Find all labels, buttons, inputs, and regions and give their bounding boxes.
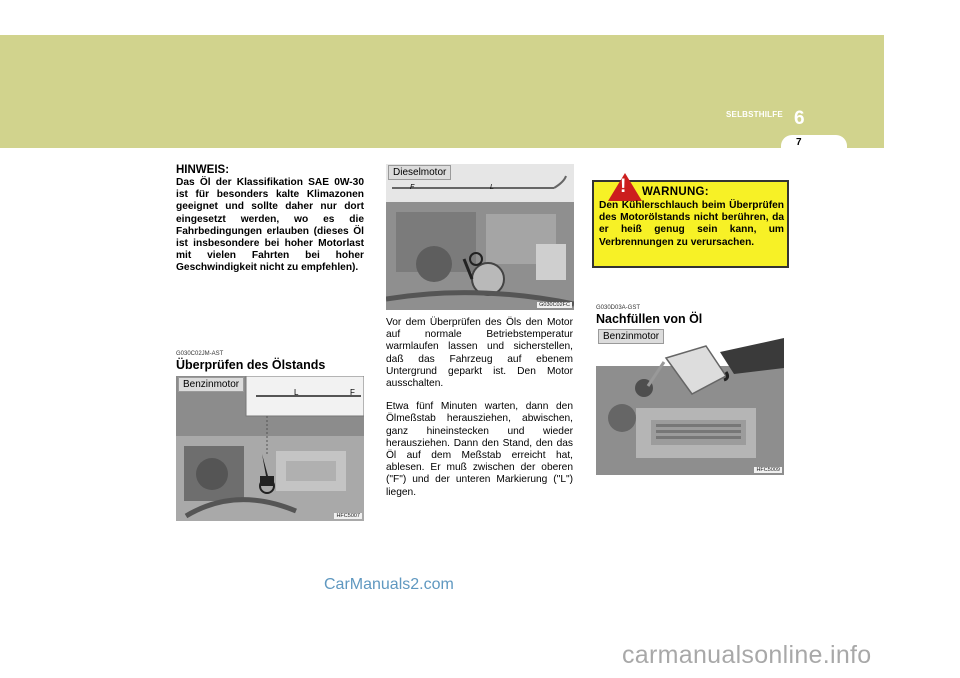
warning-text: Den Kühlerschlauch beim Überprüfen des Motorölstands nicht berühren, da er heiß genug sein kann, um Verbrennungen zu verursachen. <box>599 200 784 248</box>
figure-code: HFC5009 <box>756 467 780 473</box>
warning-exclamation: ! <box>620 176 627 197</box>
page-number: 7 <box>796 137 802 148</box>
warning-box <box>592 176 789 268</box>
dipstick-low-mark: L <box>294 388 299 397</box>
check-section-title: Überprüfen des Ölstands <box>176 358 326 372</box>
dipstick-full-mark: F <box>350 388 355 397</box>
petrol-engine-illustration <box>176 376 364 521</box>
hinweis-title: HINWEIS: <box>176 164 230 176</box>
watermark-carmanualsonline: carmanualsonline.info <box>622 641 872 669</box>
oil-check-instructions <box>386 317 573 510</box>
check-section-code: G030C02JM-AST <box>176 351 224 357</box>
photo-label: Benzinmotor <box>178 377 244 392</box>
dipstick-full-mark: F <box>410 184 415 191</box>
refill-section-code: G030D03A-GST <box>596 305 641 311</box>
figure-code: G030C02FC <box>539 302 570 308</box>
photo-label: Dieselmotor <box>388 165 451 180</box>
chapter-number: 6 <box>794 108 805 129</box>
figure-code: HFC5007 <box>336 513 360 519</box>
photo-label: Benzinmotor <box>598 329 664 344</box>
watermark-carmanuals2: CarManuals2.com <box>324 576 454 593</box>
refill-section-title: Nachfüllen von Öl <box>596 312 703 326</box>
hinweis-note <box>176 164 364 275</box>
diesel-engine-dipstick-photo <box>386 164 574 310</box>
instruction-paragraph-2: Etwa fünf Minuten warten, dann den Ölmeßstab herausziehen, abwischen, ganz hineinstecken und wieder herausziehen. Dann den Stand, den das Öl auf dem Meßstab erreicht hat, ablesen. Er muß zwischen der oberen ("F") und der unteren Markierung ("L") liegen. <box>386 401 573 498</box>
oil-refill-illustration <box>596 328 784 475</box>
dipstick-low-mark: L <box>490 184 494 191</box>
section-label: SELBSTHILFE <box>726 110 783 119</box>
hinweis-text: Das Öl der Klassifikation SAE 0W-30 ist für besonders kalte Klimazonen geeignet und sollte daher nur dort eingesetzt werden, wo es die Fahrbedingungen erlauben (dieses Öl ist insbesondere bei hoher Motorlast mit vielen Fahrten bei hoher Geschwindigkeit nicht zu empfehlen). <box>176 177 364 274</box>
instruction-paragraph-1: Vor dem Überprüfen des Öls den Motor auf normale Betriebstemperatur warmlaufen lassen und sicherstellen, daß das Fahrzeug auf ebenem Untergrund geparkt ist. Den Motor ausschalten. <box>386 317 573 390</box>
header-band <box>0 35 884 148</box>
oil-refill-photo <box>596 328 784 475</box>
warning-title: WARNUNG: <box>642 186 709 198</box>
petrol-engine-dipstick-photo <box>176 376 364 521</box>
page-tab <box>781 135 847 157</box>
